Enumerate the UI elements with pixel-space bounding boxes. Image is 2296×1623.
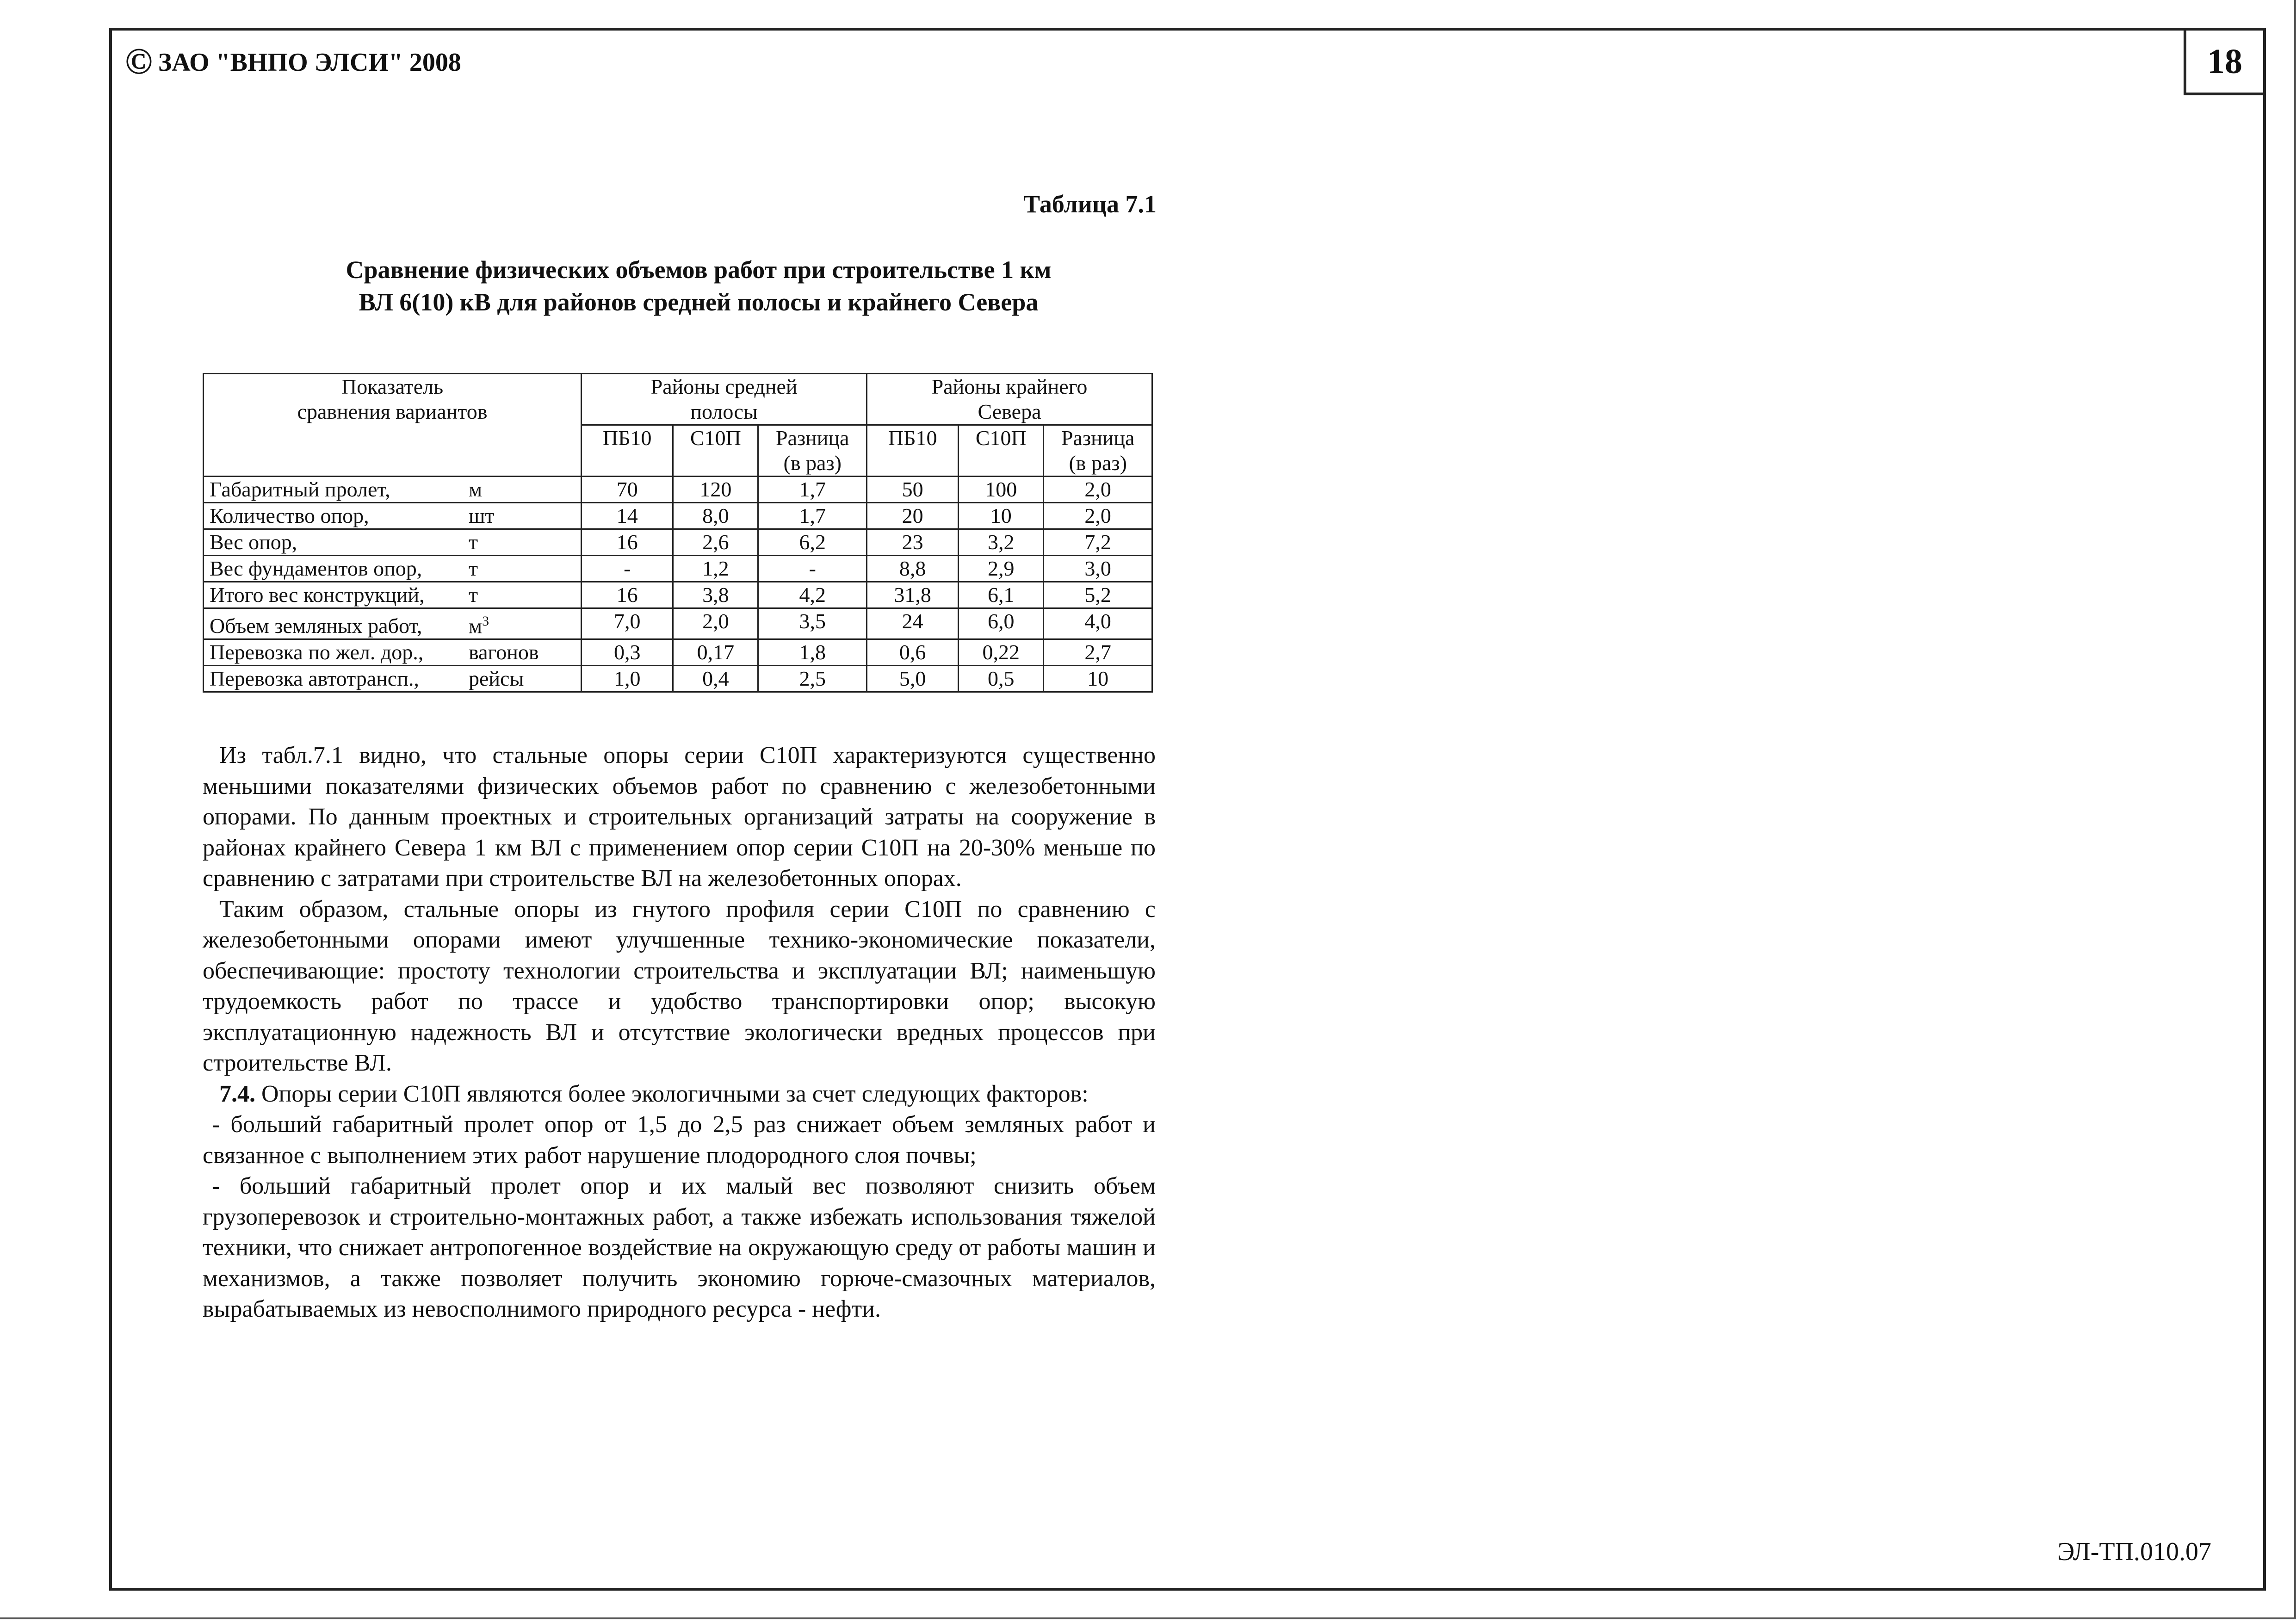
value-cell: 2,6: [673, 529, 758, 556]
value-cell: 2,5: [758, 666, 867, 692]
caption-line-1: Сравнение физических объемов работ при строительстве 1 км: [346, 256, 1052, 284]
table-caption: [204, 254, 1194, 318]
value-cell: 6,0: [959, 608, 1044, 639]
table-row: [204, 477, 1152, 503]
table-row: [204, 556, 1152, 582]
indicator-unit: шт: [469, 504, 495, 527]
indicator-cell: [204, 608, 582, 639]
section-number: 7.4.: [219, 1080, 255, 1107]
value-cell: 10: [959, 503, 1044, 529]
value-cell: 1,7: [758, 503, 867, 529]
value-cell: 2,0: [1044, 477, 1152, 503]
value-cell: 3,8: [673, 582, 758, 608]
value-cell: 16: [582, 582, 673, 608]
value-cell: 8,0: [673, 503, 758, 529]
value-cell: 3,5: [758, 608, 867, 639]
value-cell: 5,0: [867, 666, 959, 692]
indicator-unit: вагонов: [469, 640, 539, 664]
value-cell: 100: [959, 477, 1044, 503]
value-cell: -: [758, 556, 867, 582]
body-text: [203, 740, 1156, 1325]
table-row: [204, 503, 1152, 529]
indicator-cell: [204, 503, 582, 529]
table-number: Таблица 7.1: [1023, 190, 1157, 218]
value-cell: 2,0: [673, 608, 758, 639]
copyright-header: [125, 41, 461, 83]
col-header-diff: Разница (в раз): [758, 425, 867, 477]
col-header-s10p: С10П: [959, 425, 1044, 477]
caption-line-2: ВЛ 6(10) кВ для районов средней полосы и крайнего Севера: [359, 288, 1039, 316]
header-north-zone: Районы крайнего Севера: [867, 374, 1152, 425]
value-cell: 120: [673, 477, 758, 503]
value-cell: 16: [582, 529, 673, 556]
table-row: [204, 582, 1152, 608]
indicator-cell: [204, 477, 582, 503]
table-row: [204, 666, 1152, 692]
indicator-unit: т: [469, 530, 478, 554]
paragraph: - больший габаритный пролет опор от 1,5 до 2,5 раз снижает объем земляных работ и связанное с выполнением этих работ нарушение плодородного слоя почвы;: [203, 1111, 1156, 1169]
value-cell: 7,2: [1044, 529, 1152, 556]
indicator-cell: [204, 666, 582, 692]
value-cell: 3,2: [959, 529, 1044, 556]
indicator-unit: $м^3$: [469, 613, 489, 638]
table-row: [204, 639, 1152, 666]
value-cell: 5,2: [1044, 582, 1152, 608]
value-cell: 0,4: [673, 666, 758, 692]
value-cell: 20: [867, 503, 959, 529]
value-cell: 0,3: [582, 639, 673, 666]
value-cell: 10: [1044, 666, 1152, 692]
value-cell: 0,6: [867, 639, 959, 666]
col-header-s10p: С10П: [673, 425, 758, 477]
indicator-name: Вес опор,: [210, 530, 297, 554]
value-cell: 2,0: [1044, 503, 1152, 529]
value-cell: 7,0: [582, 608, 673, 639]
value-cell: 6,2: [758, 529, 867, 556]
value-cell: 8,8: [867, 556, 959, 582]
col-header-pb10: ПБ10: [582, 425, 673, 477]
page-number: 18: [2184, 28, 2266, 95]
header-middle-zone: Районы средней полосы: [582, 374, 867, 425]
value-cell: 1,2: [673, 556, 758, 582]
indicator-name: Перевозка автотрансп.,: [210, 667, 419, 691]
document-code: ЭЛ-ТП.010.07: [2057, 1537, 2211, 1566]
value-cell: 0,22: [959, 639, 1044, 666]
value-cell: 2,7: [1044, 639, 1152, 666]
indicator-cell: [204, 582, 582, 608]
value-cell: 70: [582, 477, 673, 503]
indicator-unit: м: [469, 477, 483, 501]
value-cell: 0,17: [673, 639, 758, 666]
paragraph: - больший габаритный пролет опор и их малый вес позволяют снизить объем грузоперевозок и строительно-монтажных работ, а также избежать использования тяжелой техники, что снижает антропогенное воздействие на окружающую среду от работы машин и механизмов, а также позволяет получить экономию горюче-смазочных материалов, вырабатываемых из невосполнимого природного ресурса - нефти.: [203, 1173, 1156, 1322]
copyright-icon: ©: [125, 41, 153, 82]
paragraph: Из табл.7.1 видно, что стальные опоры серии С10П характеризуются существенно меньшими показателями физических объемов работ по сравнению с железобетонными опорами. По данным проектных и строительных организаций затраты на сооружение в районах крайнего Севера 1 км ВЛ с применением опор серии С10П на 20-30% меньше по сравнению с затратами при строительстве ВЛ на железобетонных опорах.: [203, 742, 1156, 892]
value-cell: 4,0: [1044, 608, 1152, 639]
unit-superscript: 3: [482, 613, 489, 629]
col-header-diff: Разница (в раз): [1044, 425, 1152, 477]
indicator-name: Итого вес конструкций,: [210, 583, 425, 607]
value-cell: 23: [867, 529, 959, 556]
col-header-pb10: ПБ10: [867, 425, 959, 477]
value-cell: 31,8: [867, 582, 959, 608]
value-cell: 3,0: [1044, 556, 1152, 582]
indicator-name: Объем земляных работ,: [210, 614, 422, 638]
value-cell: 6,1: [959, 582, 1044, 608]
indicator-name: Перевозка по жел. дор.,: [210, 640, 424, 664]
indicator-name: Габаритный пролет,: [210, 477, 390, 501]
indicator-cell: [204, 556, 582, 582]
value-cell: 24: [867, 608, 959, 639]
header-indicator: Показатель сравнения вариантов: [204, 374, 582, 477]
comparison-table: [203, 373, 1153, 693]
indicator-unit: т: [469, 583, 478, 607]
indicator-name: Вес фундаментов опор,: [210, 557, 422, 580]
table-row: [204, 529, 1152, 556]
value-cell: 1,7: [758, 477, 867, 503]
indicator-unit: рейсы: [469, 667, 524, 691]
indicator-unit: т: [469, 557, 478, 580]
indicator-name: Количество опор,: [210, 504, 369, 527]
table-row: [204, 608, 1152, 639]
value-cell: 2,9: [959, 556, 1044, 582]
company-name: ЗАО "ВНПО ЭЛСИ" 2008: [158, 48, 461, 77]
paragraph: Таким образом, стальные опоры из гнутого профиля серии С10П по сравнению с железобетонными опорами имеют улучшенные технико-экономические показатели, обеспечивающие: простоту технологии строительства и эксплуатации ВЛ; наименьшую трудоемкость работ по трассе и удобство транспортировки опор; высокую эксплуатационную надежность ВЛ и отсутствие экологически вредных процессов при строительстве ВЛ.: [203, 896, 1156, 1076]
indicator-cell: [204, 639, 582, 666]
value-cell: 0,5: [959, 666, 1044, 692]
value-cell: 1,8: [758, 639, 867, 666]
value-cell: 1,0: [582, 666, 673, 692]
paragraph: 7.4. Опоры серии С10П являются более экологичными за счет следующих факторов:: [219, 1080, 1089, 1107]
value-cell: 4,2: [758, 582, 867, 608]
value-cell: 50: [867, 477, 959, 503]
value-cell: -: [582, 556, 673, 582]
indicator-cell: [204, 529, 582, 556]
value-cell: 14: [582, 503, 673, 529]
